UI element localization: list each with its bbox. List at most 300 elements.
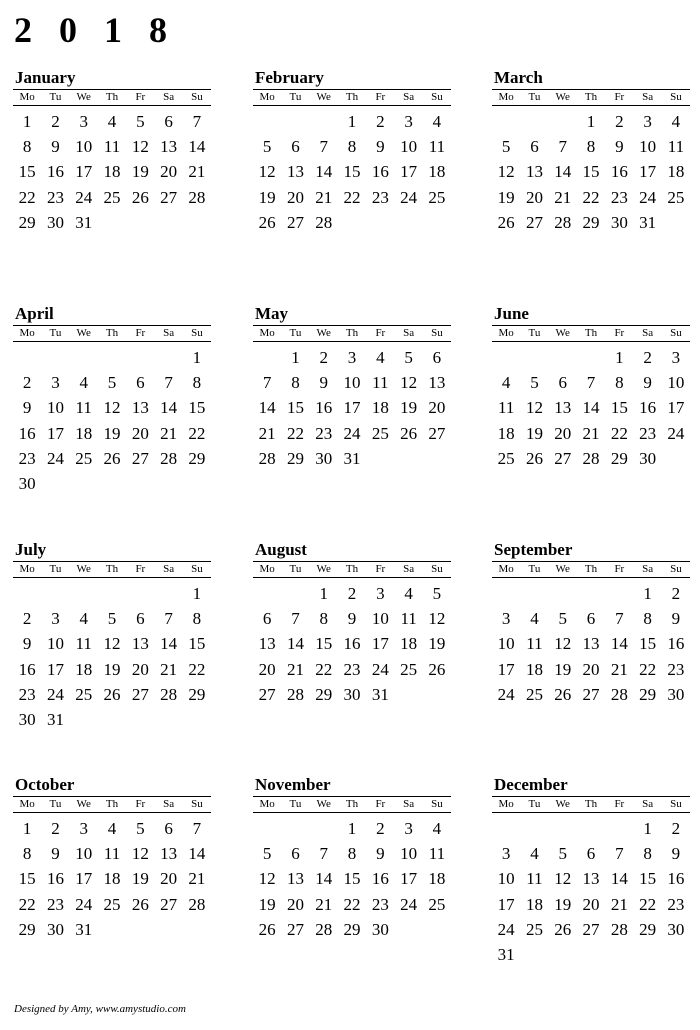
weekday-label: Tu <box>528 798 541 810</box>
day-number: 16 <box>610 162 628 182</box>
day-number: 13 <box>160 137 178 157</box>
day-number: 26 <box>103 684 121 704</box>
weekday-label: Su <box>670 798 682 810</box>
day-number: 7 <box>319 137 328 157</box>
day-number: 28 <box>188 894 206 914</box>
day-number: 2 <box>22 373 32 393</box>
day-number: 15 <box>18 869 36 889</box>
day-number: 12 <box>554 634 572 654</box>
day-number: 4 <box>530 844 539 864</box>
day-number: 20 <box>160 162 178 182</box>
month-october <box>13 775 211 942</box>
day-number: 17 <box>497 894 515 914</box>
day-number: 6 <box>164 112 173 131</box>
weekday-label: Fr <box>614 563 625 575</box>
month-name: December <box>494 775 568 794</box>
day-number: 22 <box>188 659 206 679</box>
weekday-label: We <box>555 798 570 810</box>
empty-cell <box>253 345 281 370</box>
day-number: 16 <box>18 659 36 679</box>
day-number: 14 <box>160 634 178 654</box>
day-number: 30 <box>18 473 36 493</box>
day-number: 10 <box>667 373 685 393</box>
weekday-header <box>492 561 690 578</box>
day-number: 17 <box>400 162 418 182</box>
day-number: 2 <box>319 348 328 367</box>
day-number: 8 <box>643 609 652 629</box>
day-number: 10 <box>46 634 64 654</box>
empty-cell <box>549 816 577 841</box>
day-number: 21 <box>160 659 178 679</box>
day-number: 13 <box>131 398 149 418</box>
day-number: 30 <box>46 919 64 939</box>
day-number: 20 <box>582 894 600 914</box>
day-number: 20 <box>428 398 446 418</box>
weekday-label: Mo <box>259 327 275 339</box>
day-number: 25 <box>525 919 543 939</box>
day-number: 8 <box>347 137 357 157</box>
day-number: 14 <box>582 398 600 418</box>
day-number: 12 <box>258 162 276 182</box>
day-number: 1 <box>192 348 202 367</box>
day-number: 16 <box>371 162 389 182</box>
day-number: 3 <box>347 348 357 367</box>
day-number: 22 <box>639 894 657 914</box>
weekday-label: Tu <box>49 798 62 810</box>
day-number: 11 <box>103 137 121 157</box>
day-number: 6 <box>291 137 300 157</box>
day-number: 11 <box>75 398 92 418</box>
day-grid <box>13 109 211 235</box>
day-number: 22 <box>343 894 361 914</box>
day-number: 23 <box>667 659 685 679</box>
day-number: 7 <box>615 609 624 629</box>
month-may <box>253 304 451 471</box>
day-number: 28 <box>582 448 600 468</box>
day-number: 21 <box>315 187 333 207</box>
empty-cell <box>492 345 520 370</box>
day-number: 21 <box>188 162 206 182</box>
weekday-label: Sa <box>163 798 175 810</box>
weekday-header <box>13 796 211 813</box>
day-number: 2 <box>643 348 652 367</box>
day-number: 12 <box>554 869 572 889</box>
day-number: 23 <box>371 187 389 207</box>
day-number: 3 <box>404 112 413 131</box>
empty-cell <box>154 345 182 370</box>
day-number: 13 <box>286 869 304 889</box>
weekday-label: Su <box>191 327 203 339</box>
day-number: 22 <box>188 423 206 443</box>
day-number: 7 <box>164 373 173 393</box>
weekday-label: We <box>316 798 331 810</box>
day-number: 3 <box>501 844 511 864</box>
day-number: 13 <box>160 844 178 864</box>
day-number: 31 <box>46 709 64 729</box>
day-number: 17 <box>667 398 685 418</box>
month-july <box>13 540 211 732</box>
day-number: 30 <box>315 448 333 468</box>
day-grid <box>492 581 690 707</box>
day-number: 23 <box>18 448 36 468</box>
day-number: 14 <box>188 137 206 157</box>
weekday-header <box>253 89 451 106</box>
empty-cell <box>98 345 126 370</box>
day-number: 17 <box>46 659 64 679</box>
weekday-label: Fr <box>614 91 625 103</box>
day-number: 5 <box>530 373 539 393</box>
day-number: 26 <box>554 684 572 704</box>
day-number: 1 <box>586 112 596 131</box>
day-number: 30 <box>667 684 685 704</box>
month-name: May <box>255 304 289 323</box>
weekday-label: Su <box>670 327 682 339</box>
weekday-label: Mo <box>498 563 514 575</box>
day-number: 17 <box>343 398 361 418</box>
day-number: 6 <box>558 373 567 393</box>
day-number: 1 <box>615 348 624 367</box>
empty-cell <box>605 816 633 841</box>
day-number: 2 <box>615 112 624 131</box>
day-number: 11 <box>526 634 543 654</box>
day-number: 7 <box>558 137 567 157</box>
day-number: 22 <box>18 894 36 914</box>
day-number: 22 <box>610 423 628 443</box>
day-grid <box>13 345 211 496</box>
day-number: 21 <box>554 187 572 207</box>
month-name: October <box>15 775 75 794</box>
day-number: 11 <box>103 844 121 864</box>
day-number: 17 <box>75 162 93 182</box>
day-number: 29 <box>343 919 361 939</box>
day-number: 21 <box>188 869 206 889</box>
day-number: 18 <box>428 869 446 889</box>
day-number: 6 <box>136 373 145 393</box>
day-number: 9 <box>347 609 357 629</box>
weekday-label: Fr <box>375 91 386 103</box>
weekday-label: Mo <box>19 327 35 339</box>
day-number: 26 <box>497 212 515 232</box>
day-grid <box>13 816 211 942</box>
day-number: 14 <box>554 162 572 182</box>
day-number: 10 <box>400 844 418 864</box>
day-number: 4 <box>432 819 442 838</box>
weekday-header <box>13 325 211 342</box>
day-number: 29 <box>188 684 206 704</box>
day-number: 20 <box>131 659 149 679</box>
weekday-label: Tu <box>49 563 62 575</box>
day-number: 15 <box>188 398 206 418</box>
day-number: 14 <box>610 634 628 654</box>
empty-cell <box>549 581 577 606</box>
day-number: 15 <box>639 869 657 889</box>
day-number: 11 <box>75 634 92 654</box>
month-september <box>492 540 690 707</box>
day-number: 20 <box>582 659 600 679</box>
weekday-label: Tu <box>49 91 62 103</box>
day-number: 11 <box>428 137 446 157</box>
day-number: 19 <box>400 398 418 418</box>
day-number: 7 <box>291 609 300 629</box>
day-number: 27 <box>428 423 446 443</box>
weekday-label: Sa <box>642 798 654 810</box>
month-name: March <box>494 68 543 87</box>
day-number: 8 <box>192 373 202 393</box>
weekday-label: Sa <box>403 327 415 339</box>
weekday-label: Tu <box>289 327 302 339</box>
day-number: 12 <box>103 398 121 418</box>
day-number: 26 <box>103 448 121 468</box>
day-number: 25 <box>428 894 446 914</box>
month-name: August <box>255 540 307 559</box>
day-number: 23 <box>639 423 657 443</box>
day-number: 12 <box>400 373 418 393</box>
day-number: 16 <box>667 634 685 654</box>
day-number: 24 <box>371 659 389 679</box>
day-number: 10 <box>75 137 93 157</box>
day-number: 8 <box>192 609 202 629</box>
day-number: 12 <box>428 609 446 629</box>
day-number: 17 <box>46 423 64 443</box>
day-number: 31 <box>639 212 657 232</box>
day-number: 17 <box>639 162 657 182</box>
weekday-label: We <box>316 327 331 339</box>
day-number: 17 <box>75 869 93 889</box>
day-number: 1 <box>319 584 328 603</box>
day-number: 9 <box>671 844 681 864</box>
day-number: 23 <box>610 187 628 207</box>
day-number: 3 <box>376 584 385 603</box>
empty-cell <box>577 816 605 841</box>
day-number: 10 <box>497 869 515 889</box>
empty-cell <box>310 109 338 134</box>
day-number: 6 <box>586 609 596 629</box>
day-number: 21 <box>258 423 276 443</box>
day-number: 20 <box>160 869 178 889</box>
day-number: 20 <box>554 423 572 443</box>
day-number: 1 <box>347 819 357 838</box>
day-number: 13 <box>582 634 600 654</box>
day-number: 20 <box>525 187 543 207</box>
day-number: 5 <box>558 844 567 864</box>
day-number: 5 <box>107 609 117 629</box>
day-number: 23 <box>667 894 685 914</box>
weekday-label: Tu <box>289 91 302 103</box>
weekday-header <box>492 325 690 342</box>
weekday-label: Th <box>345 563 359 575</box>
day-number: 28 <box>188 187 206 207</box>
day-number: 11 <box>400 609 417 629</box>
day-number: 15 <box>639 634 657 654</box>
day-number: 11 <box>497 398 515 418</box>
day-number: 29 <box>639 919 657 939</box>
weekday-label: Su <box>431 798 443 810</box>
empty-cell <box>577 581 605 606</box>
weekday-label: Th <box>584 798 598 810</box>
weekday-label: Mo <box>19 798 35 810</box>
day-grid <box>253 345 451 471</box>
day-number: 4 <box>530 609 539 629</box>
day-number: 4 <box>432 112 442 131</box>
weekday-header <box>492 796 690 813</box>
day-number: 14 <box>188 844 206 864</box>
day-number: 21 <box>286 659 304 679</box>
day-number: 13 <box>525 162 543 182</box>
weekday-label: Mo <box>259 91 275 103</box>
day-number: 24 <box>75 187 93 207</box>
day-number: 31 <box>75 212 93 232</box>
weekday-label: Fr <box>614 327 625 339</box>
day-number: 1 <box>643 584 652 603</box>
weekday-label: Fr <box>135 563 146 575</box>
weekday-label: We <box>555 91 570 103</box>
day-number: 1 <box>22 819 32 838</box>
day-number: 27 <box>525 212 543 232</box>
weekday-label: Fr <box>375 798 386 810</box>
day-number: 23 <box>371 894 389 914</box>
day-number: 24 <box>46 448 64 468</box>
day-grid <box>253 109 451 235</box>
day-number: 3 <box>404 819 413 838</box>
day-number: 13 <box>131 634 149 654</box>
empty-cell <box>310 816 338 841</box>
weekday-label: Tu <box>49 327 62 339</box>
day-number: 8 <box>615 373 624 393</box>
empty-cell <box>126 581 154 606</box>
day-number: 25 <box>75 684 93 704</box>
weekday-header <box>253 796 451 813</box>
day-number: 7 <box>164 609 173 629</box>
day-number: 24 <box>639 187 657 207</box>
day-number: 7 <box>262 373 272 393</box>
weekday-header <box>253 561 451 578</box>
day-number: 10 <box>75 844 93 864</box>
weekday-label: Th <box>105 798 119 810</box>
day-number: 12 <box>131 844 149 864</box>
empty-cell <box>281 109 309 134</box>
footer-credit: Designed by Amy, www.amystudio.com <box>14 1003 186 1015</box>
empty-cell <box>492 109 520 134</box>
day-number: 4 <box>376 348 385 367</box>
day-number: 16 <box>46 869 64 889</box>
day-number: 9 <box>22 398 32 418</box>
day-number: 22 <box>639 659 657 679</box>
day-number: 3 <box>501 609 511 629</box>
day-number: 24 <box>400 894 418 914</box>
weekday-label: We <box>316 563 331 575</box>
day-number: 2 <box>376 112 385 131</box>
day-number: 14 <box>315 162 333 182</box>
empty-cell <box>70 345 98 370</box>
day-number: 27 <box>582 919 600 939</box>
month-name: February <box>255 68 324 87</box>
day-number: 11 <box>526 869 543 889</box>
day-number: 15 <box>343 869 361 889</box>
day-number: 21 <box>610 659 628 679</box>
day-number: 30 <box>667 919 685 939</box>
weekday-label: Mo <box>19 563 35 575</box>
day-number: 9 <box>643 373 652 393</box>
day-number: 14 <box>160 398 178 418</box>
day-number: 1 <box>291 348 300 367</box>
day-number: 25 <box>400 659 418 679</box>
day-number: 4 <box>107 819 117 838</box>
weekday-label: Sa <box>403 563 415 575</box>
day-number: 23 <box>18 684 36 704</box>
day-number: 9 <box>376 137 385 157</box>
day-number: 6 <box>136 609 145 629</box>
weekday-label: Tu <box>528 327 541 339</box>
day-number: 28 <box>315 919 333 939</box>
day-number: 13 <box>286 162 304 182</box>
day-number: 27 <box>131 684 149 704</box>
day-number: 16 <box>46 162 64 182</box>
weekday-label: We <box>76 91 91 103</box>
empty-cell <box>492 581 520 606</box>
day-number: 2 <box>671 819 681 838</box>
day-number: 20 <box>286 187 304 207</box>
weekday-label: Sa <box>642 563 654 575</box>
weekday-label: Sa <box>642 91 654 103</box>
day-number: 16 <box>315 398 333 418</box>
weekday-label: We <box>316 91 331 103</box>
weekday-label: We <box>76 798 91 810</box>
day-number: 7 <box>192 112 202 131</box>
weekday-label: Tu <box>289 798 302 810</box>
day-number: 17 <box>497 659 515 679</box>
month-december <box>492 775 690 967</box>
day-grid <box>492 109 690 235</box>
day-number: 11 <box>428 844 446 864</box>
empty-cell <box>253 109 281 134</box>
weekday-label: We <box>555 327 570 339</box>
day-number: 30 <box>18 709 36 729</box>
day-number: 28 <box>610 684 628 704</box>
day-number: 16 <box>371 869 389 889</box>
month-august <box>253 540 451 707</box>
day-number: 12 <box>103 634 121 654</box>
weekday-label: Th <box>584 327 598 339</box>
day-number: 27 <box>258 684 276 704</box>
day-number: 30 <box>343 684 361 704</box>
day-number: 3 <box>51 373 60 393</box>
year-title: 2 0 1 8 <box>14 10 176 50</box>
day-number: 11 <box>372 373 389 393</box>
weekday-label: Th <box>584 91 598 103</box>
day-number: 5 <box>558 609 567 629</box>
day-number: 18 <box>497 423 515 443</box>
day-number: 28 <box>286 684 304 704</box>
day-number: 15 <box>286 398 304 418</box>
day-number: 8 <box>586 137 596 157</box>
day-number: 30 <box>639 448 657 468</box>
month-name: April <box>15 304 54 323</box>
day-number: 5 <box>136 819 145 838</box>
day-number: 27 <box>131 448 149 468</box>
day-number: 29 <box>18 919 36 939</box>
weekday-label: Mo <box>498 798 514 810</box>
day-number: 17 <box>400 869 418 889</box>
day-number: 4 <box>79 609 88 629</box>
empty-cell <box>70 581 98 606</box>
month-name: January <box>15 68 76 87</box>
day-number: 8 <box>291 373 300 393</box>
weekday-label: Fr <box>135 327 146 339</box>
day-number: 11 <box>667 137 685 157</box>
day-number: 5 <box>501 137 511 157</box>
day-number: 6 <box>262 609 272 629</box>
day-number: 30 <box>46 212 64 232</box>
